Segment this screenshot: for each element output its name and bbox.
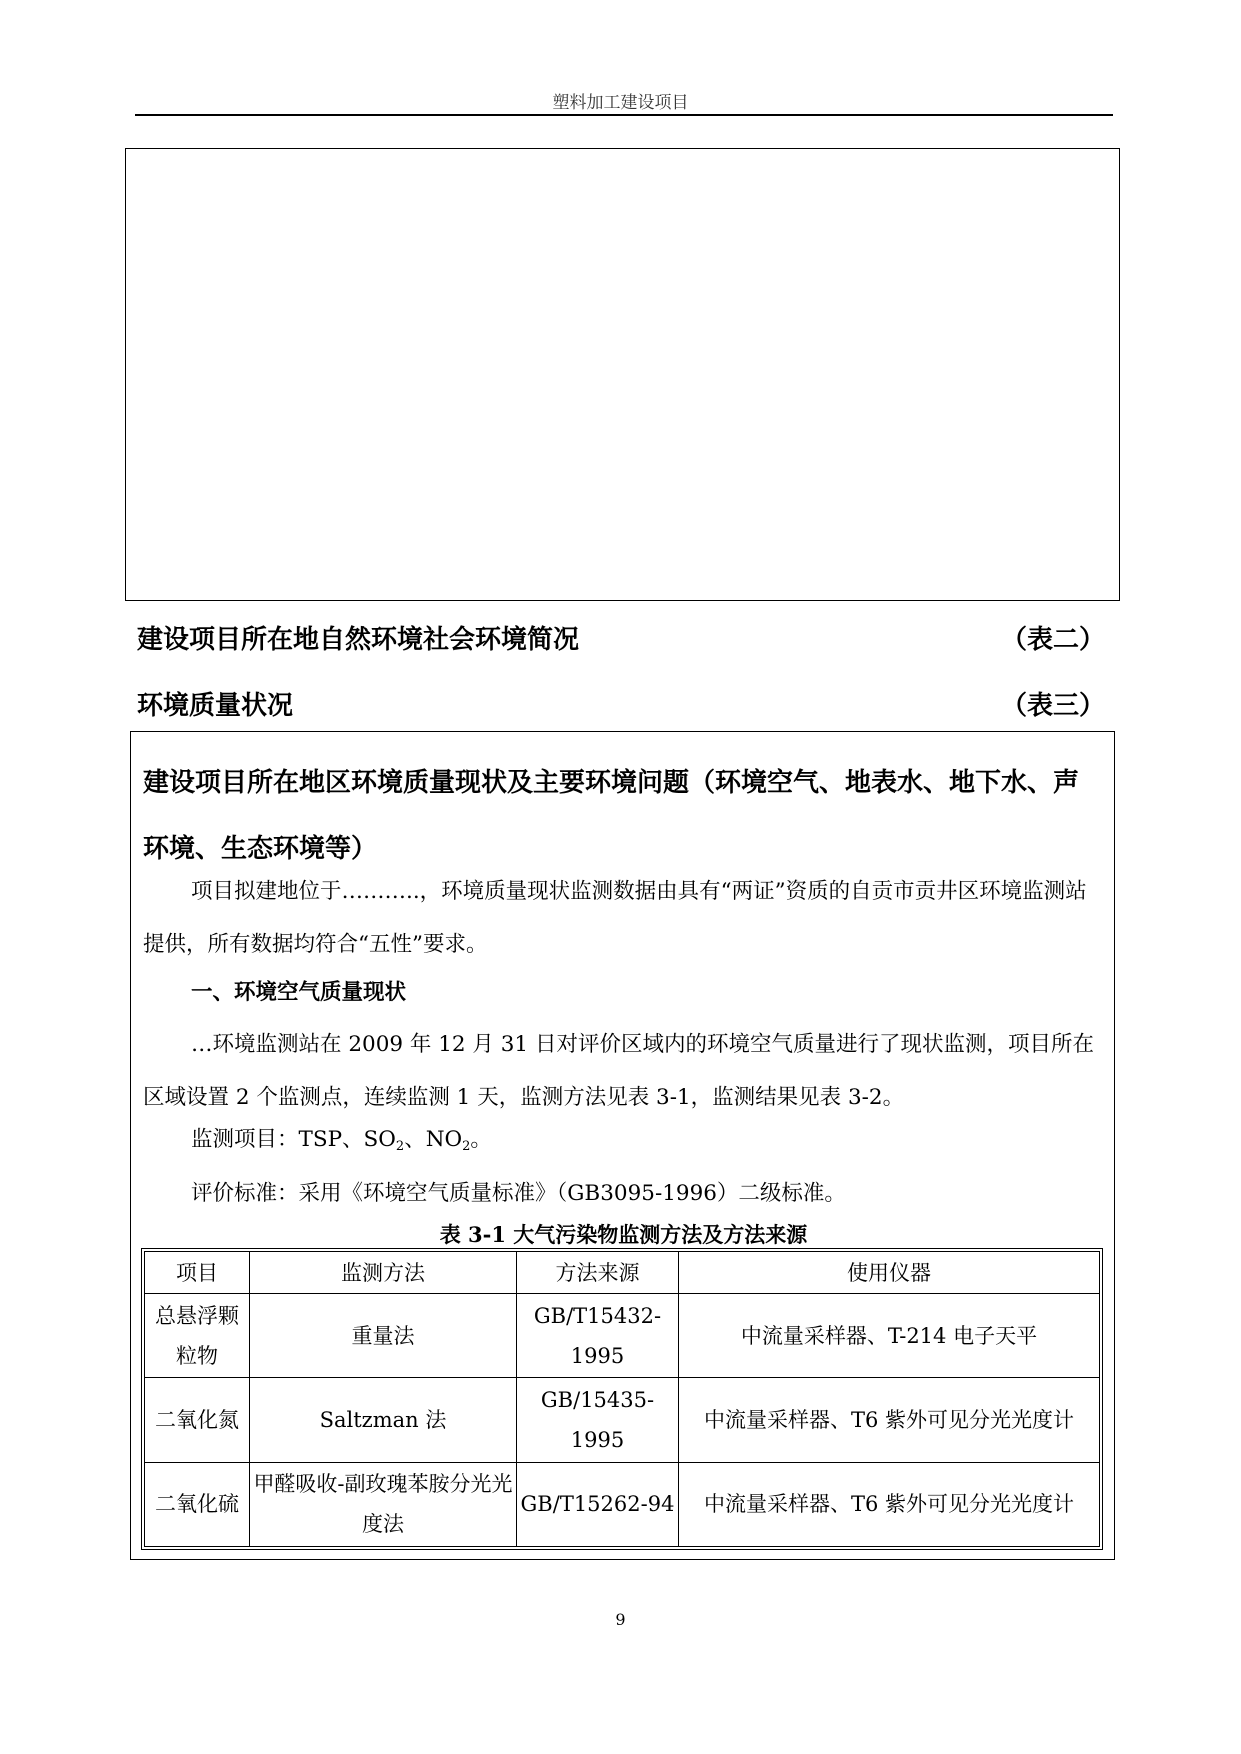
section-tag: （表二）: [1000, 625, 1105, 655]
table-cell: 中流量采样器、T6 紫外可见分光光度计: [679, 1462, 1100, 1546]
table-cell: 甲醛吸收-副玫瑰苯胺分光光度法: [250, 1462, 517, 1546]
table-row: [145, 1462, 1100, 1546]
evaluation-standard: 评价标准：采用《环境空气质量标准》（GB3095-1996）二级标准。: [191, 1181, 846, 1206]
box-heading: 建设项目所在地区环境质量现状及主要环境问题（环境空气、地表水、地下水、声环境、生态环境等）: [143, 768, 1080, 864]
table-row: [145, 1378, 1100, 1462]
table-cell: 总悬浮颗粒物: [145, 1294, 250, 1378]
header-cell: 监测方法: [250, 1252, 517, 1294]
table-caption: 表 3-1 大气污染物监测方法及方法来源: [439, 1222, 808, 1247]
table-cell: 中流量采样器、T-214 电子天平: [679, 1294, 1100, 1378]
section-table-two: [137, 619, 1105, 656]
header-cell: 使用仪器: [679, 1252, 1100, 1294]
intro-paragraph: 项目拟建地位于………..，环境质量现状监测数据由具有“两证”资质的自贡市贡井区环境监测站提供，所有数据均符合“五性”要求。: [143, 879, 1087, 957]
table-row: [145, 1294, 1100, 1378]
table-cell: GB/15435-1995: [517, 1378, 679, 1462]
monitoring-paragraph: …环境监测站在 2009 年 12 月 31 日对评价区域内的环境空气质量进行了现状监测，项目所在区域设置 2 个监测点，连续监测 1 天，监测方法见表 3-1，监测结果见表 3-2。: [143, 1032, 1094, 1110]
empty-content-box: [125, 148, 1120, 601]
table-cell: 二氧化氮: [145, 1378, 250, 1462]
table-cell: GB/T15262-94: [517, 1462, 679, 1546]
page-header-title: 塑料加工建设项目: [552, 93, 689, 113]
header-divider: [135, 114, 1113, 116]
table-cell: GB/T15432-1995: [517, 1294, 679, 1378]
table-cell: 二氧化硫: [145, 1462, 250, 1546]
table-header-row: [145, 1252, 1100, 1294]
section-table-three: [137, 685, 1105, 722]
page-number: 9: [615, 1610, 626, 1629]
table-cell: Saltzman 法: [250, 1378, 517, 1462]
header-cell: 方法来源: [517, 1252, 679, 1294]
section-title: 建设项目所在地自然环境社会环境简况: [137, 625, 580, 655]
methods-table-frame: [141, 1248, 1103, 1550]
section-tag: （表三）: [1000, 691, 1105, 721]
table-cell: 重量法: [250, 1294, 517, 1378]
header-cell: 项目: [145, 1252, 250, 1294]
environment-quality-box: [130, 731, 1115, 1560]
monitoring-items: 监测项目：TSP、$SO_2$、$NO_2$。: [191, 1127, 492, 1154]
methods-table: [144, 1251, 1100, 1547]
air-quality-subheading: 一、环境空气质量现状: [191, 980, 407, 1005]
section-title: 环境质量状况: [137, 691, 294, 721]
table-cell: 中流量采样器、T6 紫外可见分光光度计: [679, 1378, 1100, 1462]
